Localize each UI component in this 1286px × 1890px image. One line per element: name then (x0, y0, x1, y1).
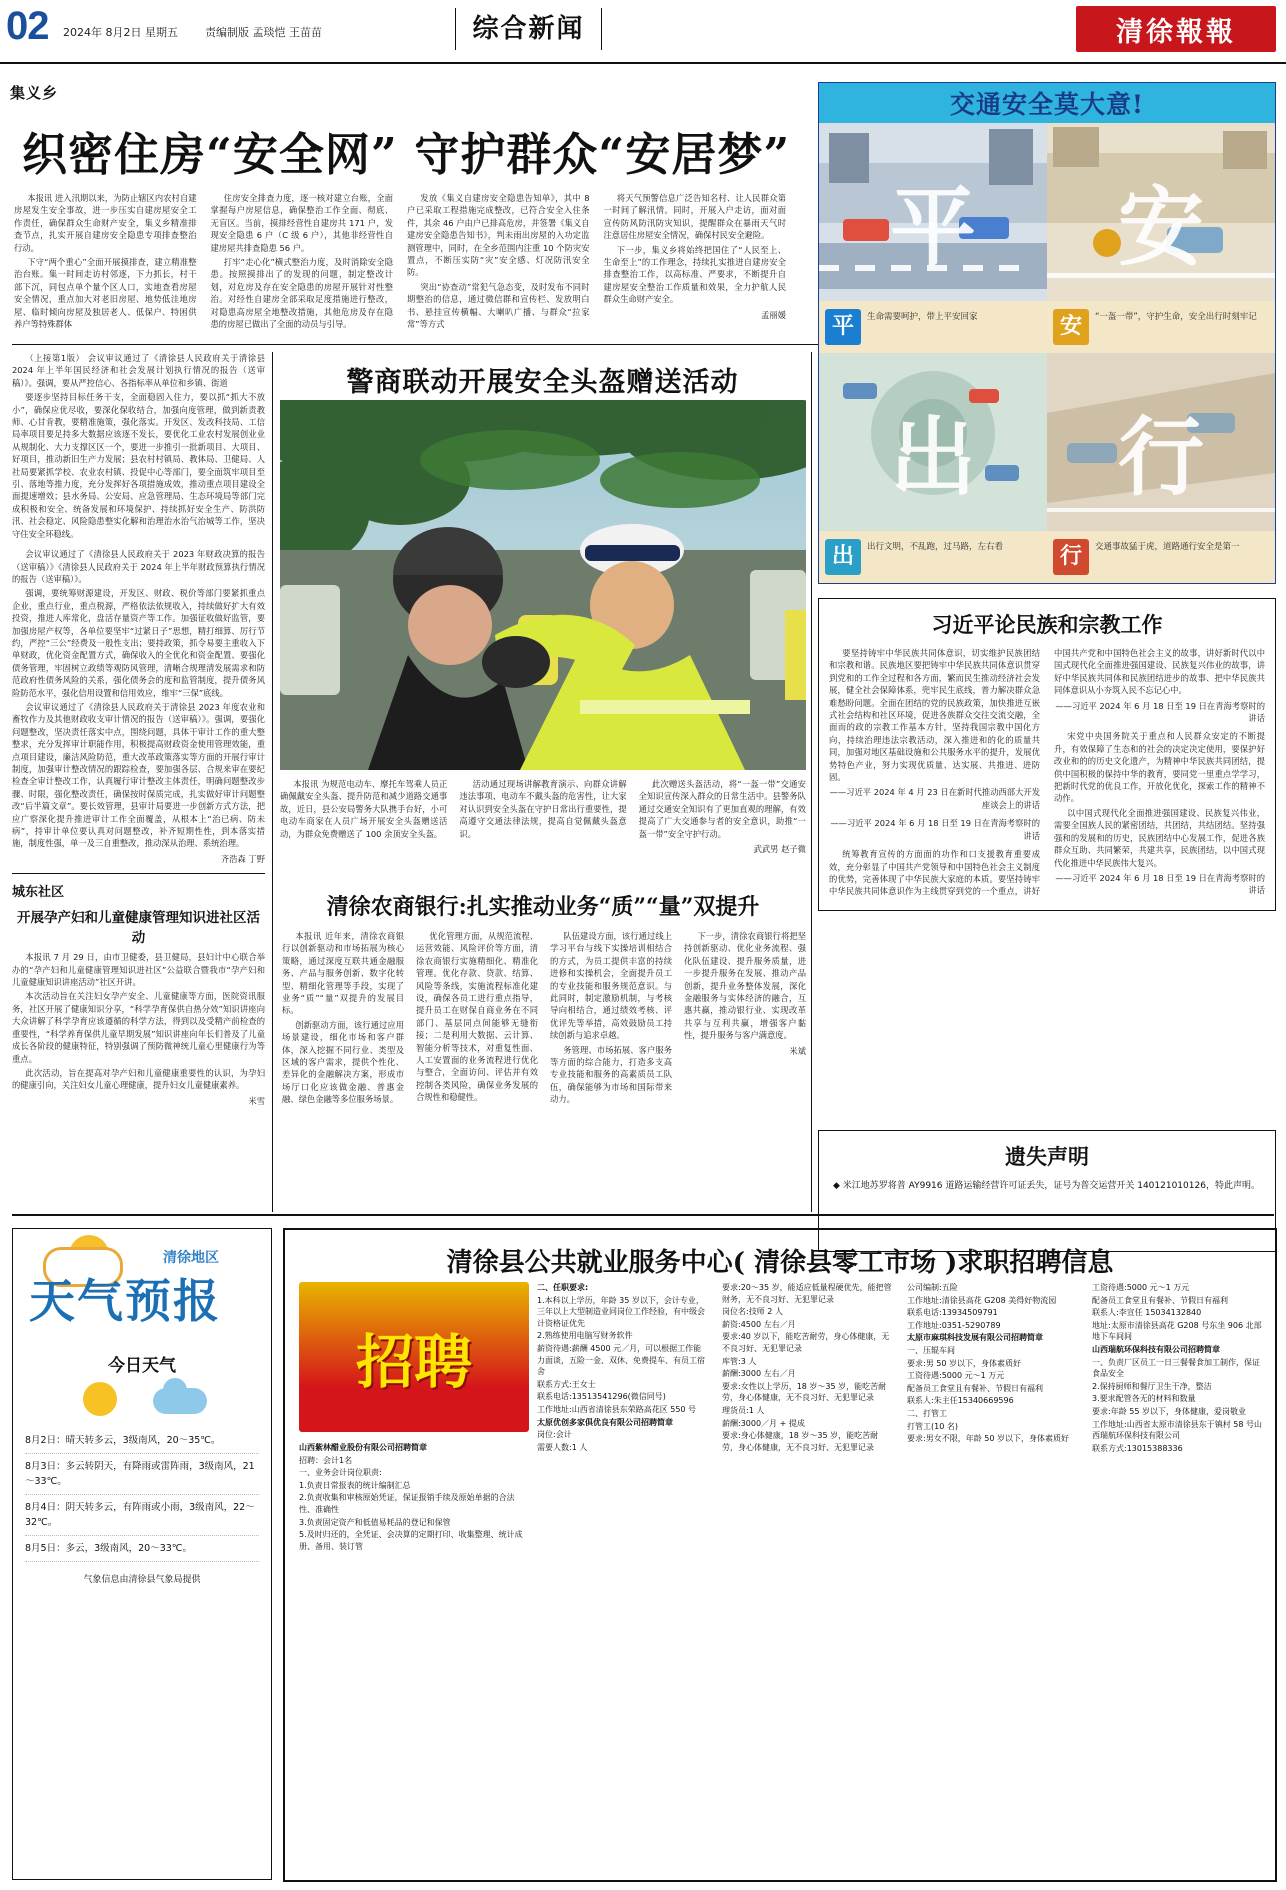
top-story-headline: 织密住房“安全网” 守护群众“安居梦” (22, 128, 791, 181)
top-story-kicker: 集义乡 (10, 84, 59, 102)
ad-label-2: 安 (1053, 309, 1089, 345)
issue-date: 2024年 8月2日 星期五 (63, 26, 178, 39)
paragraph: 统筹教育宣传的方面面的功作和口支援教育重要成效，充分彰显了中国共产党领导和中国特色社会主义制度的优势，完善体现了中华民族大家庭的本质。要坚持铸牢中华民族共同体意识作为主线贯穿到党的一个重点，讲好中国共产党和中国特色社会主义的故事，讲好新时代以中国式现代化全面推进强国建设、民族复兴伟业的故事，讲好中华民族共同体和民族团结进步的故事、把中华民族共同体意识从小夯筑入民不忘记心中。 (829, 648, 1265, 897)
weather-source: 气象信息由清徐县气象局提供 (83, 1575, 201, 1585)
quote-attribution: ——习近平 2024 年 4 月 23 日在新时代推动西部大开发座谈会上的讲话 (829, 787, 1040, 810)
ad-foot-4 (1047, 531, 1275, 583)
job-line: 要求:年龄 55 岁以下，身体健康，爱岗敬业 (1092, 1406, 1246, 1416)
logo-text: 清徐報報 (1116, 16, 1236, 48)
sun-icon (83, 1382, 117, 1416)
job-line: 太原优创多家俱优良有限公司招聘简章 (537, 1417, 673, 1427)
paragraph: （上接第1版） 会议审议通过了《清徐县人民政府关于清徐县 2024 年上半年国民经济和社会发展计划执行情况的报告（送审稿）》。强调，要从严控信心、各指标率从单位和乡镇、街道 (12, 353, 265, 388)
ad-big-char-1: 平 (890, 176, 976, 278)
paragraph: 发放《集义自建房安全隐患告知单》，其中 8 户已采取工程措施完成整改，已符合安全入住条件，其余 46 户由户已排高危房，并签署《集义自建房安全隐患告知书》，判未雨出房屋的入功定监测管理中，同时，在全乡范围内注重 10 个防灾安置点，不断压实防“灾”安全感、灯况防汛安全防。 (407, 193, 590, 278)
divider (12, 873, 265, 874)
job-line: 配备员工食堂且有餐补、节假日有福利 (907, 1383, 1043, 1393)
recruitment-banner (299, 1282, 529, 1432)
divider (12, 1214, 1274, 1216)
weather-forecast-list (13, 1422, 271, 1591)
job-line: 2.保持厨师和餐厅卫生干净，整洁 (1092, 1381, 1212, 1391)
ad-cell-xing (1047, 353, 1275, 583)
paragraph: 本报讯 进入汛期以来，为防止辖区内农村自建房屋发生安全事故，进一步压实自建房屋安全工作责任，确保群众生命财产安全，集义乡精准排查节点，扎实开展自建房安全隐患专项排查整治行动。 (14, 193, 197, 253)
weather-region: 清徐地区 (163, 1250, 219, 1266)
job-line: 一、业务会计岗位职责: (299, 1468, 382, 1478)
ad-big-char-2: 安 (1118, 176, 1204, 278)
photo-caption (280, 778, 806, 876)
job-line: 工资待遇:5000 元～1 万元 (1092, 1283, 1190, 1292)
job-line: 公司编制:五险 (907, 1283, 958, 1292)
left-column (12, 352, 265, 1115)
ad-label-1: 平 (825, 309, 861, 345)
news-photo-helmet (280, 400, 806, 770)
job-line: 要求:男女不限，年龄 50 岁以下，身体素质好 (907, 1434, 1069, 1444)
paragraph: 此次活动，旨在提高对孕产妇和儿童健康重要性的认识，为孕妇的健康引向，关注妇女儿童心理健康，提升妇女儿童健康素养。 (12, 1067, 265, 1091)
ad-foot-1 (819, 301, 1047, 353)
job-line: 薪资待遇:薪酬 4500 元／月，可以根据工作能力面谈，五险一金、双休、免费提车、有员工宿舍 (537, 1343, 705, 1377)
job-line: 工作地址:山西省清徐县东荣路高花区 550 号 (537, 1404, 697, 1414)
paragraph: 务管理、市场拓展、客户服务等方面的综合能力，打造多支高专业技能和服务的高素质员工队伍，确保能够为市场和国际带来动力。 (550, 1044, 672, 1105)
column-divider (811, 352, 812, 1212)
ad-label-3: 出 (825, 539, 861, 575)
job-line: 要求:女性以上学历，18 岁～35 岁，能吃苦耐劳，身心体健康，无不良习好、无犯罪记录 (722, 1381, 887, 1403)
editor-credit: 责编制版 孟琰恺 王苗苗 (205, 26, 322, 39)
weather-row: 8月4日：阴天转多云，有阵雨或小雨，3级南风，22～32℃。 (25, 1495, 259, 1536)
job-columns (537, 1282, 1263, 1862)
job-line: 联系电话:13934509791 (907, 1308, 998, 1318)
paragraph: 会议审议通过了《清徐县人民政府关于清徐县 2023 年度农业和畜牧作力及其他财政收支审计情况的报告（送审稿）》。强调，要强化问题整改，坚决责任落实中点，围绕问题，具体干审计工作的重大整整求，充分发挥审计职能作用，积极提高财政资金使用管理效能，重点项目建设，廉洁风险防范，重大改革政策落实等方面的开展行审计制度，加强审计整改情况的跟踪检查，要加强各层、合规来审在要纪检查全审计整改工作，认真履行审计整改主体责任，明确问题整改步骤、时限，强化整改责任，确保按时保质完成，扎实做好审计问题整改“后半篇文章”。要长效管理，县审计局要进一步创新方式方法，把应广察深化提升推进审计工作全面覆盖，从根本上“治已病、防未病”，持审计单位要认真对问题整改，补齐短期性性，到本落实措施，制度性强，单一及三自重整改，推动深从治理、系统治理。 (12, 701, 265, 849)
job-line: 3.负责固定资产和低值易耗品的登记和保管 (299, 1517, 451, 1527)
paragraph: 创新驱动方面，该行通过应用场景建设，细化市场和客户群体，深入挖掘不同行业、类型及区域的客户需求，提供个性化、差异化的金融解决方案，形成市场厅口化应该做金融、普惠金融、绿色金融等多位服务场景。 (282, 1019, 404, 1105)
ad-foot-2 (1047, 301, 1275, 353)
ad-big-char-3: 出 (890, 406, 976, 508)
job-line: 1.负责日常报表的统计编制汇总 (299, 1480, 411, 1490)
job-line: 工作地址:清徐县高花 G208 美得好物流园 (907, 1295, 1057, 1305)
weather-today-label: 今日天气 (108, 1356, 176, 1376)
quote-attribution: ——习近平 2024 年 6 月 18 日至 19 日在青海考察时的讲话 (830, 818, 1040, 841)
job-line: 5.及时归还的，全凭证、会决算的定期打印、收集整理、统计成册、备用、装订管 (299, 1530, 523, 1551)
xi-box-title: 习近平论民族和宗教工作 (931, 612, 1163, 637)
job-column-1 (299, 1442, 529, 1862)
job-line: 薪酬:3000／月 + 提成 (722, 1418, 805, 1428)
center-headline-2: 清徐农商银行:扎实推动业务“质”“量”双提升 (326, 894, 760, 920)
job-line: 山西瑞航环保科技有限公司招聘简章 (1092, 1344, 1220, 1354)
weather-row: 8月3日：多云转阴天，有降雨或雷阵雨，3级南风，21～33℃。 (25, 1454, 259, 1495)
ad-text-1: 生命需要呵护，带上平安回家 (867, 312, 978, 322)
job-line: 薪酬:3000 左右／月 (722, 1369, 796, 1379)
center-article-2 (282, 930, 806, 1180)
job-line: 太原市麻琪科技发展有限公司招聘简章 (907, 1333, 1043, 1343)
photo-illustration (280, 400, 806, 770)
job-line: 要求:男 50 岁以下，身体素质好 (907, 1358, 1021, 1368)
byline: 米斌 (789, 1045, 806, 1056)
column-divider (272, 352, 273, 1212)
job-line: 库管:3 人 (722, 1356, 757, 1366)
paragraph: 本报讯 7 月 29 日，由市卫健委，县卫健局，县妇计中心联合举办的“孕产妇和儿童健康管理知识进社区”公益联合暨我市“孕产妇和儿童健康知识讲座活动”社区开讲。 (12, 952, 265, 988)
job-line: 需要人数:1 人 (537, 1442, 588, 1452)
job-line: 二、任职要求: (537, 1283, 589, 1292)
ad-grid (819, 123, 1275, 583)
paragraph: 本次活动旨在关注妇女孕产安全、儿童健康等方面，医院资讯服务，社区开展了健康知识分享，“科学孕育保供自热分效”知识讲座向大众讲解了科学孕育应该遵循的科学方法，得到以及受精产前检查的重要性，“科学养育保供儿童早期发展”知识讲座向年长们普及了儿童成长各阶段的健康特征，特别强调了预防微神统儿童心里健康行为等重点。 (12, 991, 265, 1064)
paragraph: 本报讯 为规范电动车、摩托车驾乘人员正确佩戴安全头盔、提升防范和减少道路交通事故，近日，县公安局警务大队携手台好，小可电动车商家在人员广场开展安全头盔赠送活动，为群众免费赠送了 100 余顶安全头盔。 (280, 779, 448, 839)
job-line: 岗位名:技师 2 人 (722, 1307, 783, 1317)
ad-title-bar (819, 83, 1275, 123)
paragraph: 打牢“走心化”横式整治力度，及时消除安全隐患。按照摸排出了的发现的问题，制定整改计划，对危房及存在安全隐患的房屋开展针对性整治。对经性自建房全部采取足度措施进行整改，对隐患高房屋全地整改措施，其他危房及存在隐患的房屋已做出了全面的动员与引导。 (210, 257, 393, 330)
job-line: 工作地址:0351-5290789 (907, 1320, 1001, 1330)
paragraph: 下一步，集义乡将始终把国住了“人民至上、生命至上”的工作理念，持续扎实推进自建房安全排查整治工作，以高标准、严要求，不断提升自建房屋安全整治工作质量和效果，全力护航人民群众生命财产安全。 (603, 244, 786, 305)
paragraph: 本报讯 近年来，清徐农商银行以创新驱动和市场拓展为核心策略，通过深度互联共通金融服务、产品与服务创新、数字化转型、精细化管理等手段，实现了业务“质”“量”双提升的发展目标。 (282, 931, 404, 1016)
job-line: 理货员:1 人 (722, 1405, 765, 1415)
top-story-body (14, 192, 786, 332)
ad-foot-3 (819, 531, 1047, 583)
byline: 武武男 赵子微 (753, 844, 806, 855)
weather-logo (13, 1229, 271, 1347)
article-continuation (12, 352, 265, 540)
weather-row: 8月2日：晴天转多云，3级南风，20～35℃。 (25, 1428, 259, 1454)
weather-row: 8月5日：多云，3级南风，20～33℃。 (25, 1536, 259, 1562)
recruitment-banner-text: 招聘 (355, 1328, 473, 1396)
section-title (455, 8, 602, 50)
job-line: 2.熟练使用电脑写财务软件 (537, 1331, 633, 1341)
ad-label-4: 行 (1053, 539, 1089, 575)
article-finance (12, 548, 265, 865)
paragraph: 会议审议通过了《清徐县人民政府关于 2023 年财政决算的报告（送审稿）》《清徐县人民政府关于 2024 年上半年财政预算执行情况的报告（送审稿）》。 (12, 549, 265, 584)
ad-cell-ping (819, 123, 1047, 353)
weather-box (12, 1228, 272, 1880)
article-community (12, 881, 265, 1107)
job-line: 薪资:4500 左右／月 (722, 1319, 796, 1329)
ad-text-2: “一盔一带”，守护生命，安全出行时刻牢记 (1095, 312, 1257, 322)
traffic-safety-ad (818, 82, 1276, 584)
job-listings-box (283, 1228, 1277, 1882)
article-kicker: 城东社区 (12, 885, 65, 901)
center-headline: 警商联动开展安全头盔赠送活动 (346, 367, 739, 398)
lost-notice-text: ◆ 米江地苏罗将普 AY9916 道路运输经营许可证丢失，证号为普交运营开关 140121010126，特此声明。 (833, 1181, 1260, 1191)
job-line: 配备员工食堂且有餐补、节假日有福利 (1092, 1295, 1228, 1305)
paragraph: 队伍建设方面，该行通过线上学习平台与线下实操培训相结合的方式，为员工提供丰富的持续进修和实操机会，全面提升员工的专业技能和服务规范意识。与此同时，制定激励机制，与考核导向相结合，通过绩效考核、评优评先等举措，高效鼓励员工持续创新与追求卓越。 (550, 931, 672, 1041)
job-line: 联系方式:13015388336 (1092, 1443, 1183, 1453)
job-line: 招聘：会计1名 (299, 1455, 353, 1465)
ad-cell-an (1047, 123, 1275, 353)
job-line: 联系人:李宣任 15034132840 (1092, 1308, 1202, 1318)
paragraph: 要坚持铸牢中华民族共同体意识，切实维护民族团结和宗教和谐。民族地区要把铸牢中华民族共同体意识贯穿到党和的工作全过程和各方面，繁而民生推动经济社会发展，健全社会保障体系，兜牢民生底线，普力解决群众急难愁盼问题。全面在团结的党的民族政策，加快推进互嵌式社会结构和社区环境，促进各族群众交往交流交融，全面而的政的宗教工作基本方针，坚持我国宗教中国化方向，持续治理违法宗教活动，深入推进和的化的质量共同，加强对地区基础设施和公共服务水平的提升，发展优势特色产业，努力实现优质量、达实展、共推进、进防固。 (829, 648, 1040, 783)
article-title: 开展孕产妇和儿童健康管理知识进社区活动 (17, 910, 260, 947)
ad-text-3: 出行文明，不乱跑，过马路，左右看 (867, 542, 1004, 552)
job-line: 岗位:会计 (537, 1430, 572, 1440)
ad-title-text: 交通安全莫大意! (950, 90, 1144, 119)
weather-icons (13, 1380, 271, 1422)
job-line: 1.本科以上学历，年龄 35 岁以下，会计专业，三年以上大型制造业同岗位工作经验，有中级会计资格证优先 (537, 1295, 705, 1328)
paragraph: 下一步，清徐农商银行将把坚持创新驱动、优化业务流程、强化队伍建设、提升服务质量，进一步提升服务在发展、推动产品创新，提升业务整体发展，深化金融服务与实体经济的融合，互惠共赢，推动银行业、实现改革共享与互利共赢，增强客户黏性，提升服务与客户满意度。 (684, 931, 806, 1041)
job-line: 要求:身心体健康，18 岁～35 岁，能吃苦耐劳，身心体健康，无不良习好、无犯罪记录 (722, 1431, 879, 1452)
paragraph: 下守“两个重心”全面开展摸排查，建立精准整治台账。集一时间走访村邻逐，下力抓长，村干部下沉，同包点单个量个区人口，实地查看房屋安全情况，重点加大对老旧房屋、地势低洼地房屋、临时倾向房屋及独居老人、低保户、特困供养户等特殊群体 (14, 257, 197, 330)
quote-attribution: ——习近平 2024 年 6 月 18 日至 19 日在青海考察时的讲话 (1055, 872, 1265, 896)
paragraph: 活动通过现场讲解教育演示、向群众讲解违法事项、电动车不戴头盔的危害性，让大家对认识到安全头盔在守护日常出行重要性，提高遵守交通法律法规，提高自觉佩戴头盔意识。 (459, 779, 627, 839)
job-line: 一、负责厂区员工一日三餐餐食加工制作，保证食品安全 (1092, 1357, 1260, 1379)
byline: 齐浩森 丁野 (220, 853, 265, 864)
ad-text-4: 交通事故猛于虎，道路通行安全是第一 (1095, 542, 1240, 552)
paragraph: 宋党中央国务院关于重点和人民群众安定的不断提升，有效保障了生态和的社会的决定决定使用，要保护好改业和的的历史文化遗产，为精神中华民族共同团结，提供中国积极的保持中华的教育，要同党一里重点学学习，把新时代党的优良工作，开放化优化，探索工作的精神不动作。 (1054, 731, 1265, 804)
job-line: 联系电话:13513541296(微信同号) (537, 1392, 666, 1402)
job-line: 一、压辊车间 (907, 1345, 955, 1355)
job-line: 3.要求配管各无的材料和数量 (1092, 1394, 1196, 1404)
job-ad-title: 清徐县公共就业服务中心( 清徐县零工市场 )求职招聘信息 (446, 1248, 1114, 1278)
job-line: 2.负责收集和审核原始凭证，保证报销手续及原始单据的合法性、准确性 (299, 1493, 515, 1514)
paragraph: 要逐步坚持目标任务干支，全面稳固入住力，要以抓“抓大不放小”，确保应优尽收，要深化保收结合，加强向度管理，做到新责教师、心甘肯教，要精准施策，强化落实。开发区、发改科技局、工信局率项目要足持多大数据应该逐不发长，要优化工业农村发展创业业从规制化、大力支撑区区一个，要进一步推引一批新项目、大项目、好项目，推动新旧生产力发展；县农村村镇局、教体局、卫健局、人社局要紧抓学校、农业农村镇、投促中心等部门，要全面筑牢项目至引、落地等推力度，充分发挥好各项措施成效，推动重点项目建设全面提速增效；县水务局、公安局、应急管理局、生态环境局等部门完成积极和安全、统备发展和环境保护、持续抓好安全生产、防洪防汛、社会稳定、风险隐患整实化解和治理治水治气治城等工作，坚决守住安全环稳线。 (12, 392, 265, 539)
paragraph: 此次赠送头盔活动，将“一盔一带”交通安全知识宣传深入群众的日常生活中。县警务队通过交通安全知识有了更加直观的理解，有效提高了广大交通参与者的安全意识，助推“一盔一带”安全守护行动。 (638, 779, 806, 839)
job-line: 联系人:朱主任15340669596 (907, 1396, 1014, 1406)
cloud-icon (153, 1388, 207, 1414)
lost-notice-title: 遗失声明 (1005, 1144, 1089, 1169)
job-line: 二、打管工 (907, 1408, 947, 1418)
paragraph: 将天气预警信息广泛告知名村、让人民群众第一时间了解汛情。同时，开展入户走访，面对面宣传防风防汛防灾知识，提醒群众在暴雨天气时注意居住房屋安全情况，确保村民安全避险。 (603, 193, 786, 241)
xi-box-body (819, 647, 1275, 910)
job-line: 打管工(10 名) (907, 1421, 958, 1431)
job-line: 工作地址:山西省太原市清徐县东于镇村 58 号山西瑞航环保科技有限公司 (1092, 1419, 1262, 1441)
weather-brand: 天气预报 (29, 1274, 221, 1328)
job-line: 联系方式:王女士 (537, 1379, 596, 1389)
byline: 米雪 (248, 1095, 265, 1106)
paragraph: 住房安全排查力度，逐一核对建立台账，全面掌握每户房屋信息，确保整治工作全面、彻底、无盲区。当前，摸排经营性自建房共 171 户，发现安全隐患 6 户（C 级 6 户），其他非经营性自建房屋共排查隐患 56 户。 (210, 193, 393, 253)
page-number: 02 (6, 4, 49, 48)
byline: 孟丽媛 (761, 309, 786, 320)
paragraph: 强调，要统筹财源建设，开发区、财政、税价等部门要紧抓重点企业，重点行业，重点税源，严格依法依规收入，持续做好扩大有效投资，推进人库常化，盘活存量资产等工作。加强征收做好监管，要加强房屋产权等，各单位要坚牢“过紧日子”思想，精打细算、厉行节约，严控“三公”经费及一般性支出；要持政策，抓令易要主重收入下单财政，优化资金配置方式，确保收入的全优化和资金配置、要强化债务管理，牢固树立政绩等观防风管理，清晰合规理清发展需求和防范政府性债务风险的关系，强化债务会的度和监管制度，提升债务风险防范水平，强化信用设置和信用效应，维牢“三保”底线。 (12, 588, 265, 698)
quote-attribution: ——习近平 2024 年 6 月 18 日至 19 日在青海考察时的讲话 (1055, 700, 1265, 724)
ad-cell-chu (819, 353, 1047, 583)
paragraph: 以中国式现代化全面推进强国建设、民族复兴伟业，需要全国族人民的紧密团结，共团结，共结团结。坚持强强和的发展和的历史，民族团结中心发展工作，促进各族群众互助、共同繁荣，共建共享，民族团结，以中国式现代化推进中华民族伟大复兴。 (1054, 807, 1265, 868)
job-line: 地址:太原市清徐县高花 G208 号东坐 906 北部地下车间间 (1092, 1320, 1262, 1342)
job-line: 山西紫林醋业股份有限公司招聘简章 (299, 1443, 427, 1452)
job-line: 要求:40 岁以下，能吃苦耐劳，身心体健康，无不良习好、无犯罪记录 (722, 1332, 890, 1353)
newspaper-logo (1076, 6, 1276, 52)
paragraph: 突出“协查动”常犯气急态变，及时发布不同时期整治的信息，通过微信群和宣传栏、发放明白书、悬挂宣传横幅、大喇叭广播、与群众“拉家常”等方式 (407, 281, 590, 330)
paragraph: 优化管理方面，从规范流程、运营效能、风险评价等方面，清徐农商银行实施精细化、精准化管理。优化存款、贷款、结算、风险等条线，实施流程标准化建设，确保各员工进行重点指导，提升员工在财保自商业务在不同部门、基层同点间能够无缝衔接；二是利用大数据、云计算、智能分析等技术，对重复性面、人工安置面的业务流程进行优化与整合，全面访问、评估并有效控制各类风险，确保业务发展的合规性和稳健性。 (416, 931, 538, 1103)
job-line: 工资待遇:5000 元～1 万元 (907, 1371, 1005, 1381)
xi-commentary-box (818, 598, 1276, 911)
section-title-text: 综合新闻 (472, 14, 585, 44)
masthead (0, 0, 1286, 64)
job-line: 要求:20～35 岁，能适应低量程硬优先，能把管财务，无不良习好、无犯罪记录 (722, 1283, 892, 1304)
ad-big-char-4: 行 (1118, 406, 1204, 508)
